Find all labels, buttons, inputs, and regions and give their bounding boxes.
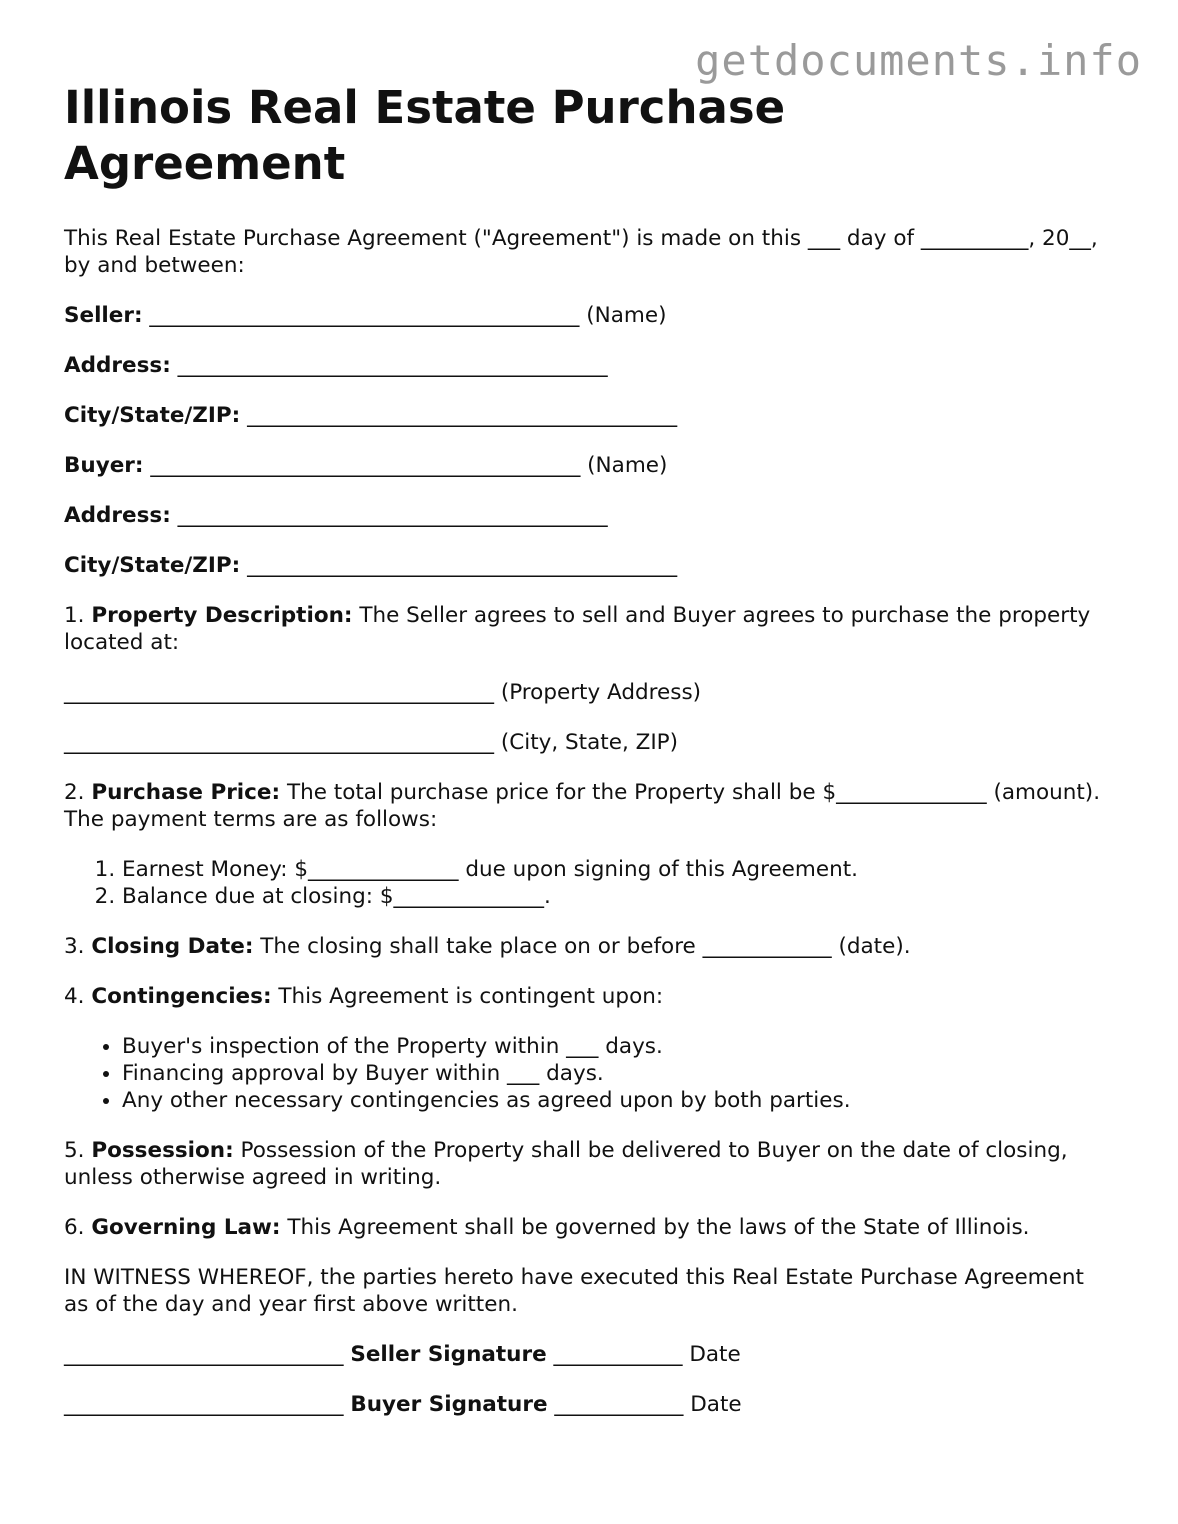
witness-paragraph: IN WITNESS WHEREOF, the parties hereto have executed this Real Estate Purchase Agreement as of the day and year first above written.: [64, 1265, 1084, 1317]
buyer-signature-label: Buyer Signature: [350, 1392, 548, 1417]
seller-signature-label: Seller Signature: [350, 1342, 547, 1367]
watermark: getdocuments.info: [695, 36, 1142, 85]
seller-signature-line: [64, 1341, 1114, 1368]
section-heading: Closing Date:: [91, 934, 254, 959]
document-page: [64, 80, 1114, 1441]
seller-city-blank: ________________________________________: [240, 403, 678, 428]
document-title: Illinois Real Estate Purchase Agreement: [64, 81, 786, 190]
seller-address-label: Address:: [64, 353, 171, 378]
seller-name-field: [64, 302, 1114, 329]
intro-paragraph: This Real Estate Purchase Agreement ("Agreement") is made on this ___ day of __________, 20__, by and between:: [64, 226, 1098, 278]
buyer-address-field: [64, 502, 1114, 529]
date-blank: ____________ Date: [547, 1392, 742, 1417]
section-heading: Purchase Price:: [91, 780, 281, 805]
section-purchase-price: [64, 779, 1114, 833]
section-text: The Seller agrees to sell and Buyer agrees to purchase the property located at:: [64, 603, 1091, 655]
section-text: The total purchase price for the Property shall be $______________ (amount). The payment terms are as follows:: [64, 780, 1101, 832]
signature-blank: __________________________: [64, 1392, 351, 1417]
contingencies-list: [64, 1033, 1114, 1114]
date-blank: ____________ Date: [546, 1342, 741, 1367]
buyer-name-field: [64, 452, 1114, 479]
list-item: • Financing approval by Buyer within ___ days.: [122, 1060, 1114, 1087]
section-heading: Property Description:: [91, 603, 353, 628]
buyer-name-blank: ________________________________________ (Name): [143, 453, 668, 478]
section-heading: Contingencies:: [91, 984, 272, 1009]
seller-address-field: [64, 352, 1114, 379]
property-city-field: ________________________________________ (City, State, ZIP): [64, 730, 679, 755]
buyer-city-label: City/State/ZIP:: [64, 553, 241, 578]
section-closing-date: [64, 933, 1114, 960]
section-governing-law: [64, 1214, 1114, 1241]
section-number: 6.: [64, 1215, 92, 1240]
list-item: • Buyer's inspection of the Property within ___ days.: [122, 1033, 1114, 1060]
seller-name-blank: ________________________________________ (Name): [142, 303, 667, 328]
buyer-city-blank: ________________________________________: [240, 553, 678, 578]
buyer-address-label: Address:: [64, 503, 171, 528]
section-number: 5.: [64, 1138, 92, 1163]
buyer-address-blank: ________________________________________: [170, 503, 608, 528]
section-text: Possession of the Property shall be delivered to Buyer on the date of closing, unless otherwise agreed in writing.: [64, 1138, 1068, 1190]
section-property-description: [64, 602, 1114, 656]
section-text: This Agreement shall be governed by the laws of the State of Illinois.: [280, 1215, 1030, 1240]
signature-blank: __________________________: [64, 1342, 351, 1367]
section-number: 3.: [64, 934, 92, 959]
section-heading: Governing Law:: [91, 1215, 281, 1240]
list-item: • Any other necessary contingencies as agreed upon by both parties.: [122, 1087, 1114, 1114]
list-item: 1. Earnest Money: $______________ due upon signing of this Agreement.: [122, 856, 1114, 883]
section-number: 4.: [64, 984, 92, 1009]
buyer-city-field: [64, 552, 1114, 579]
buyer-signature-line: [64, 1391, 1114, 1418]
section-text: This Agreement is contingent upon:: [271, 984, 664, 1009]
seller-city-field: [64, 402, 1114, 429]
seller-address-blank: ________________________________________: [170, 353, 608, 378]
section-number: 1.: [64, 603, 92, 628]
seller-name-label: Seller:: [64, 303, 143, 328]
payment-terms-list: [64, 856, 1114, 910]
buyer-name-label: Buyer:: [64, 453, 144, 478]
section-text: The closing shall take place on or before ____________ (date).: [253, 934, 911, 959]
seller-city-label: City/State/ZIP:: [64, 403, 241, 428]
list-item: 2. Balance due at closing: $______________.: [122, 883, 1114, 910]
section-contingencies: [64, 983, 1114, 1010]
property-address-field: ________________________________________ (Property Address): [64, 680, 702, 705]
section-number: 2.: [64, 780, 92, 805]
section-heading: Possession:: [91, 1138, 234, 1163]
section-possession: [64, 1137, 1114, 1191]
